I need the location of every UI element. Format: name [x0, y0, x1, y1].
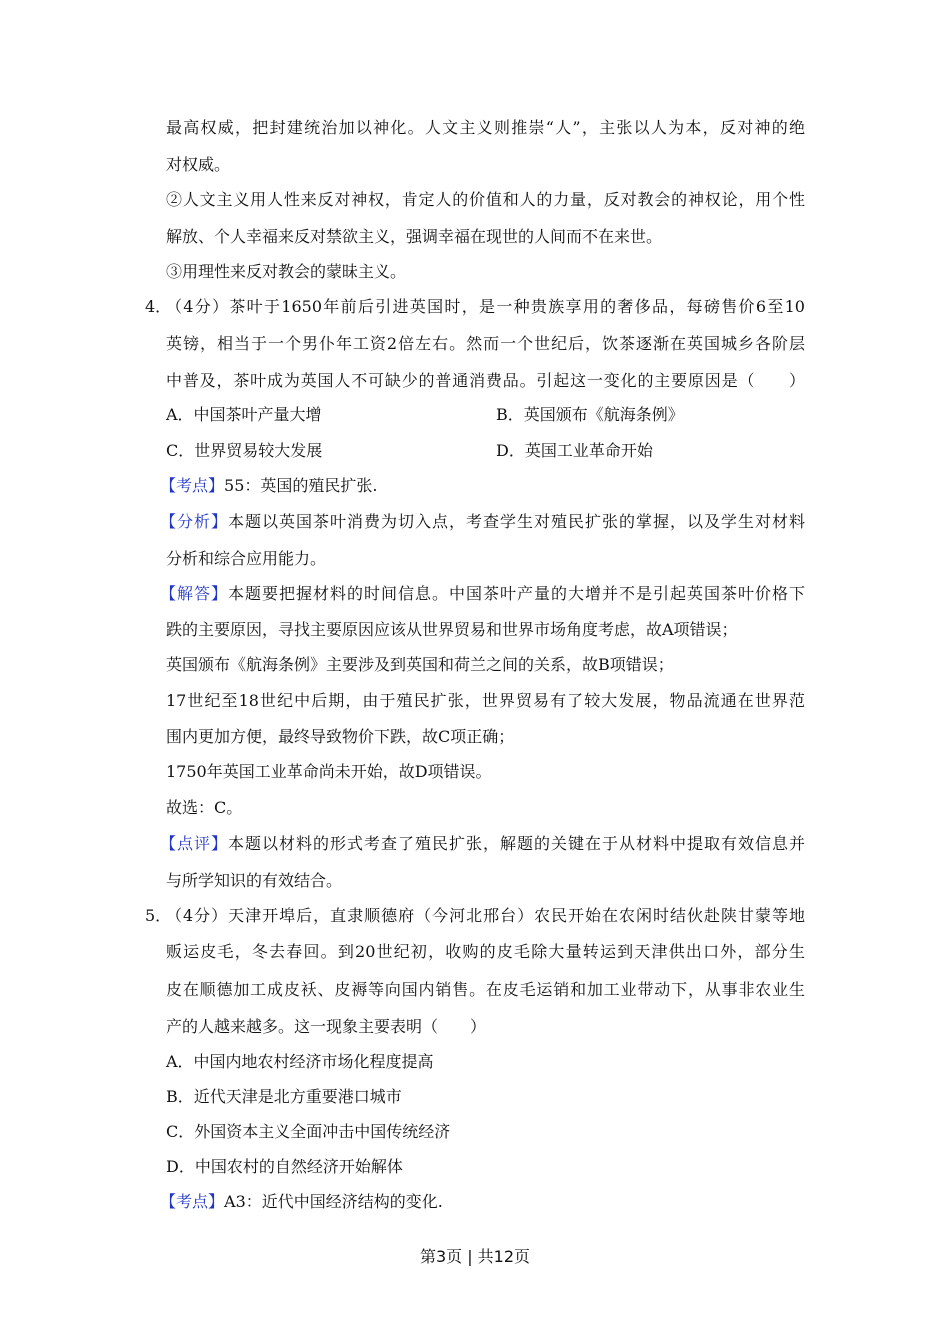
- question-stem: 贩运皮毛，冬去春回。到20世纪初，收购的皮毛除大量转运到天津供出口外，部分生: [166, 942, 805, 961]
- option-d: D．中国农村的自然经济开始解体: [166, 1157, 403, 1176]
- kaodian-text: 55：英国的殖民扩张.: [224, 476, 378, 495]
- kaodian-tag: 【考点】: [160, 1192, 225, 1211]
- option-a: A．中国茶叶产量大增: [166, 405, 322, 424]
- text-line: ③用理性来反对教会的蒙昧主义。: [166, 262, 407, 281]
- question-stem: （4分）天津开埠后，直隶顺德府（今河北邢台）农民开始在农闲时结伙赴陕甘蒙等地: [166, 906, 805, 925]
- text-line: 对权威。: [166, 155, 231, 174]
- option-b: B．近代天津是北方重要港口城市: [166, 1087, 402, 1106]
- option-b: B．英国颁布《航海条例》: [496, 405, 684, 424]
- text-line: 17世纪至18世纪中后期，由于殖民扩张，世界贸易有了较大发展，物品流通在世界范: [166, 691, 805, 710]
- text-line: 跌的主要原因，寻找主要原因应该从世界贸易和世界市场角度考虑，故A项错误；: [166, 620, 738, 639]
- question-stem: 产的人越来越多。这一现象主要表明（ ）: [166, 1017, 487, 1036]
- text-line: 英国颁布《航海条例》主要涉及到英国和荷兰之间的关系，故B项错误；: [166, 655, 674, 674]
- question-stem: 中普及，茶叶成为英国人不可缺少的普通消费品。引起这一变化的主要原因是（ ）: [166, 371, 805, 390]
- fenxi-text: 本题以英国茶叶消费为切入点，考查学生对殖民扩张的掌握，以及学生对材料: [228, 512, 805, 531]
- text-line: 分析和综合应用能力。: [166, 549, 327, 568]
- text-line: 1750年英国工业革命尚未开始，故D项错误。: [166, 762, 492, 781]
- kaodian: [160, 1192, 799, 1212]
- option-c: C．世界贸易较大发展: [166, 441, 323, 460]
- question-number: 4．: [145, 297, 172, 316]
- page-footer: 第3页 | 共12页: [419, 1247, 531, 1266]
- text-line: 解放、个人幸福来反对禁欲主义，强调幸福在现世的人间而不在来世。: [166, 227, 663, 246]
- text-line: 与所学知识的有效结合。: [166, 871, 343, 890]
- question-stem: （4分）茶叶于1650年前后引进英国时，是一种贵族享用的奢侈品，每磅售价6至10: [166, 297, 805, 316]
- question-number: 5．: [145, 906, 172, 925]
- option-c: C．外国资本主义全面冲击中国传统经济: [166, 1122, 451, 1141]
- question-stem: 皮在顺德加工成皮袄、皮褥等向国内销售。在皮毛运销和加工业带动下，从事非农业生: [166, 980, 805, 999]
- text-line: ②人文主义用人性来反对神权，肯定人的价值和人的力量，反对教会的神权论，用个性: [166, 190, 805, 209]
- kaodian: [160, 476, 799, 496]
- option-a: A．中国内地农村经济市场化程度提高: [166, 1052, 434, 1071]
- jieda: [160, 584, 805, 604]
- dianping: [160, 834, 805, 854]
- kaodian-text: A3：近代中国经济结构的变化.: [224, 1192, 443, 1211]
- text-line: 故选：C。: [166, 798, 243, 817]
- dianping-text: 本题以材料的形式考查了殖民扩张，解题的关键在于从材料中提取有效信息并: [228, 834, 805, 853]
- option-d: D．英国工业革命开始: [496, 441, 653, 460]
- fenxi-tag: 【分析】: [160, 512, 228, 531]
- dianping-tag: 【点评】: [160, 834, 228, 853]
- jieda-text: 本题要把握材料的时间信息。中国茶叶产量的大增并不是引起英国茶叶价格下: [228, 584, 805, 603]
- jieda-tag: 【解答】: [160, 584, 228, 603]
- text-line: 最高权威，把封建统治加以神化。人文主义则推崇“人”，主张以人为本，反对神的绝: [166, 118, 805, 137]
- question-stem: 英镑，相当于一个男仆年工资2倍左右。然而一个世纪后，饮茶逐渐在英国城乡各阶层: [166, 334, 805, 353]
- kaodian-tag: 【考点】: [160, 476, 225, 495]
- text-line: 围内更加方便，最终导致物价下跌，故C项正确；: [166, 727, 515, 746]
- fenxi: [160, 512, 805, 532]
